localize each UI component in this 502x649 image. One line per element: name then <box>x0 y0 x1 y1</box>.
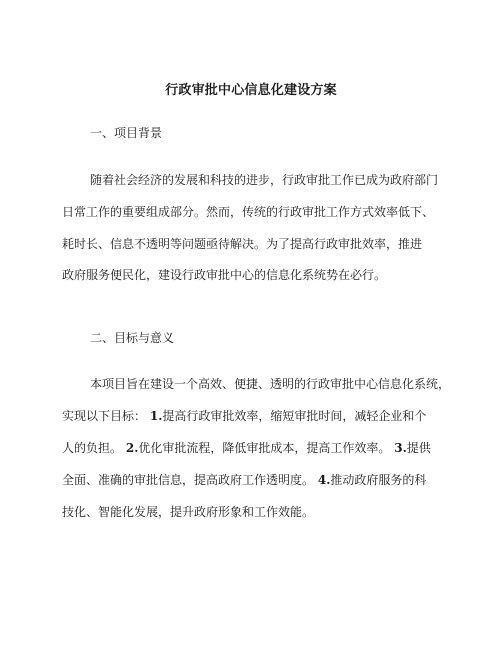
text-run: 推动政府服务的科 <box>330 473 427 487</box>
text-run: 提供 <box>406 441 431 455</box>
paragraph-line: 政府服务便民化，建设行政审批中心的信息化系统势在必行。 <box>62 268 387 282</box>
text-run: 提高行政审批效率，缩短审批时间，减轻企业和个 <box>162 409 427 423</box>
text-run: 优化审批流程，降低审批成本，提高工作效率。 <box>138 441 391 455</box>
list-number: 3. <box>394 441 407 455</box>
text-run: 全面、准确的审批信息，提高政府工作透明度。 <box>62 473 315 487</box>
list-number: 2. <box>125 441 139 455</box>
paragraph-line <box>62 472 426 488</box>
section-heading-goals: 二、目标与意义 <box>90 331 175 345</box>
list-number: 1. <box>149 409 163 423</box>
text-run: 实现以下目标： <box>62 409 147 423</box>
paragraph-line <box>62 440 431 456</box>
paragraph-line <box>62 408 426 424</box>
section-heading-background: 一、项目背景 <box>90 126 163 140</box>
paragraph-line: 技化、智能化发展，提升政府形象和工作效能。 <box>62 505 315 519</box>
document-title: 行政审批中心信息化建设方案 <box>165 83 337 98</box>
paragraph-line: 随着社会经济的发展和科技的进步，行政审批工作已成为政府部门 <box>90 173 439 187</box>
paragraph-line: 日常工作的重要组成部分。然而，传统的行政审批工作方式效率低下、 <box>62 205 435 219</box>
paragraph-line: 耗时长、信息不透明等问题亟待解决。为了提高行政审批效率，推进 <box>62 237 423 251</box>
paragraph-line: 本项目旨在建设一个高效、便捷、透明的行政审批中心信息化系统， <box>90 377 451 391</box>
list-number: 4. <box>317 473 331 487</box>
text-run: 人的负担。 <box>62 441 123 455</box>
